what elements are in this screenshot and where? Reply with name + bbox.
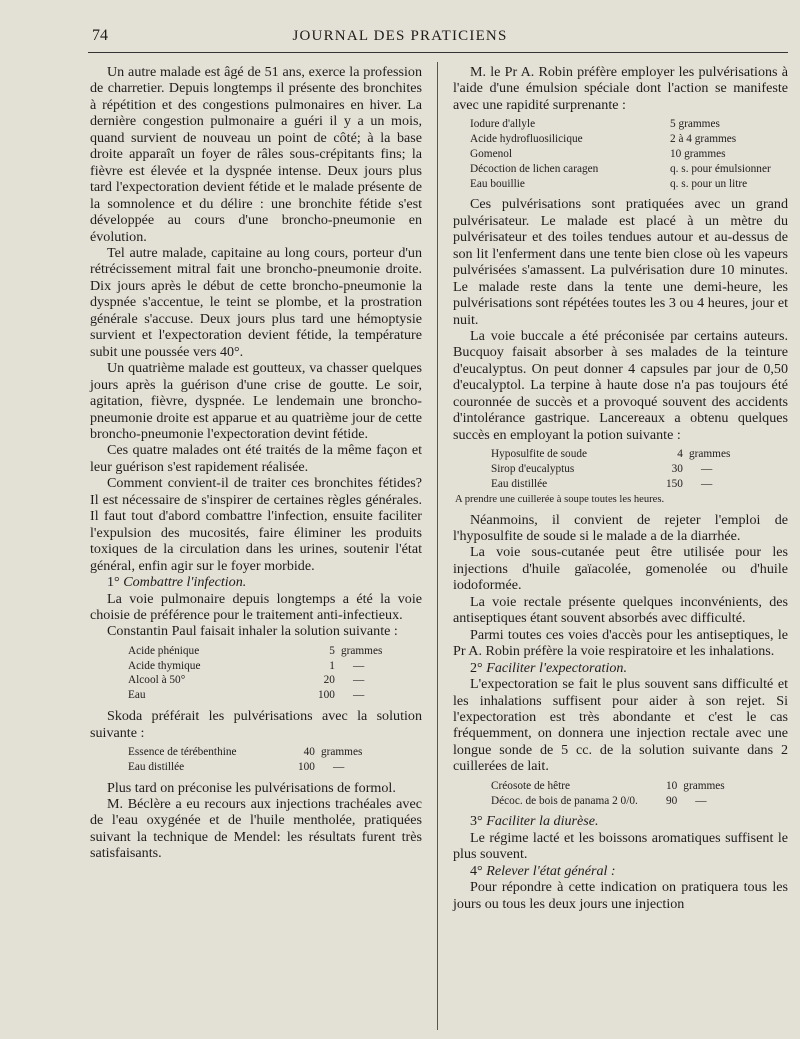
paragraph: Ces pulvérisations sont pratiquées avec un grand pulvérisateur. Le malade est placé à un mètre du pulvérisateur et des toiles tendues autour et au-dessus de son lit l'enferment dans une tente bien close où les vapeurs pulvérisées s'amassent. La pulvérisation dure 10 minutes. Le malade reste dans la tente une demi-heure, les pulvérisations sont répétées toutes les 3 ou 4 heures, jour et nuit. bbox=[453, 196, 788, 328]
ingredient-unit: — bbox=[352, 674, 365, 687]
ingredient-quantity: 2 à 4 grammes bbox=[670, 133, 737, 146]
ingredient-quantity: 30 bbox=[671, 462, 683, 475]
ingredient-unit: — bbox=[700, 477, 713, 490]
ingredient-quantity: q. s. pour un litre bbox=[670, 177, 748, 190]
paragraph: Le régime lacté et les boissons aromatiques suffisent le plus souvent. bbox=[453, 829, 788, 863]
paragraph: Tel autre malade, capitaine au long cours, porteur d'un rétrécissement mitral fait une broncho-pneumonie droite. Dix jours après le début de cette broncho-pneumonie la dyspnée s'accentue, le teint se plombe, et la prostration générale s'accuse. Deux jours plus tard une hémoptysie survient et l'expectoration devient fétide, la température subit une poussée vers 40°. bbox=[90, 244, 422, 360]
paragraph: Parmi toutes ces voies d'accès pour les antiseptiques, le Pr A. Robin préfère la voie respiratoire et les inhalations. bbox=[453, 626, 788, 660]
ingredient-quantity: 10 bbox=[666, 779, 678, 792]
formula-table bbox=[128, 745, 362, 775]
paragraph: M. Béclère a eu recours aux injections trachéales avec de l'eau oxygénée et de l'huile mentholée, pratiquées suivant la technique de Mendel: les résultats furent très satisfaisants. bbox=[90, 796, 422, 862]
ingredient-name: Eau bouillie bbox=[470, 177, 525, 190]
ingredient-quantity: 150 bbox=[666, 477, 683, 490]
formula-row bbox=[491, 462, 730, 477]
ingredient-unit: — bbox=[352, 689, 365, 702]
paragraph: M. le Pr A. Robin préfère employer les pulvérisations à l'aide d'une émulsion spéciale dont l'action se manifeste avec une rapidité surprenante : bbox=[453, 64, 788, 113]
formula-row bbox=[128, 745, 362, 760]
formula-row bbox=[470, 177, 775, 192]
formula-table bbox=[491, 779, 725, 809]
ingredient-quantity: 1 bbox=[329, 659, 335, 672]
ingredient-name: Alcool à 50° bbox=[128, 674, 186, 687]
section-title: Combattre l'infection. bbox=[123, 574, 247, 591]
journal-title: JOURNAL DES PRATICIENS bbox=[292, 28, 508, 44]
section-heading bbox=[90, 574, 422, 590]
ingredient-unit: grammes bbox=[683, 779, 725, 792]
section-number: 4° bbox=[470, 862, 483, 879]
ingredient-quantity: 40 bbox=[303, 745, 315, 758]
paragraph: La voie rectale présente quelques inconvénients, des antiseptiques étant souvent absorbés avec difficulté. bbox=[453, 593, 788, 627]
section-title: Faciliter la diurèse. bbox=[486, 813, 599, 830]
ingredient-name: Essence de térébenthine bbox=[128, 745, 237, 758]
section-title: Faciliter l'expectoration. bbox=[486, 659, 627, 676]
ingredient-name: Iodure d'allyle bbox=[470, 118, 536, 131]
section-number: 1° bbox=[107, 574, 120, 591]
formula-row bbox=[128, 673, 382, 688]
paragraph: Comment convient-il de traiter ces bronchites fétides? Il est nécessaire de s'inspirer de certaines règles générales. Il faut tout d'abord combattre l'infection, ensuite faciliter l'expulsion des mucosités, faire éliminer les produits toxiques de la circulation dans les urines, soutenir l'état général, enfin agir sur le foyer morbide. bbox=[90, 475, 422, 574]
ingredient-quantity: 100 bbox=[318, 689, 335, 702]
ingredient-quantity: 100 bbox=[298, 760, 315, 773]
ingredient-unit: grammes bbox=[320, 745, 363, 758]
formula-row bbox=[128, 760, 362, 775]
paragraph: L'expectoration se fait le plus souvent sans difficulté et les inhalations suffisent pour aider à son rejet. Si l'expectoration est très abondante et c'est le cas fréquemment, on donnera une injection rectale avec une longue sonde de 5 cc. de la solution suivante dans 2 cuillerées de lait. bbox=[453, 676, 788, 775]
paragraph: Pour répondre à cette indication on pratiquera tous les jours ou tous les deux jours une injection bbox=[453, 879, 788, 912]
formula-row bbox=[491, 477, 730, 492]
ingredient-unit: — bbox=[332, 760, 345, 773]
formula-row bbox=[128, 659, 382, 674]
header-rule bbox=[88, 52, 788, 53]
page-number: 74 bbox=[92, 27, 108, 44]
paragraph: Constantin Paul faisait inhaler la solution suivante : bbox=[107, 623, 398, 640]
formula-table bbox=[128, 644, 382, 703]
formula-row bbox=[491, 447, 730, 462]
column-divider bbox=[437, 62, 438, 1030]
formula-table bbox=[491, 447, 730, 491]
paragraph: Néanmoins, il convient de rejeter l'emploi de l'hyposulfite de soude si le malade a de la diarrhée. bbox=[453, 511, 788, 544]
ingredient-unit: — bbox=[695, 794, 707, 807]
ingredient-quantity: 5 grammes bbox=[670, 118, 720, 131]
right-column bbox=[453, 64, 788, 912]
ingredient-name: Créosote de hêtre bbox=[491, 779, 571, 792]
section-number: 3° bbox=[470, 813, 483, 830]
formula-row bbox=[470, 162, 775, 177]
paragraph: Un quatrième malade est goutteux, va chasser quelques jours après la guérison d'une crise de goutte. Le soir, agitation, fièvre, dyspnée. Le lendemain une broncho-pneumonie droite est apparue et au quatrième jour de cette broncho-pneumonie l'expectoration devint fétide. bbox=[90, 360, 422, 442]
formula-row bbox=[470, 147, 775, 162]
ingredient-quantity: 5 bbox=[329, 644, 335, 657]
ingredient-unit: grammes bbox=[340, 644, 383, 657]
ingredient-quantity: q. s. pour émulsionner bbox=[670, 162, 771, 175]
paragraph: La voie buccale a été préconisée par certains auteurs. Bucquoy faisait absorber à ses malades de la teinture d'eucalyptus. On peut donner 4 capsules par jour de 0,50 d'eucalyptol. La terpine à haute dose n'a pas toujours été couronnée de succès et a provoqué souvent des accidents d'intolérance gastrique. Lancereaux a obtenu quelques succès en employant la potion suivante : bbox=[453, 327, 788, 443]
formula-row bbox=[491, 794, 725, 809]
formula-row bbox=[128, 644, 382, 659]
paragraph: Ces quatre malades ont été traités de la même façon et leur guérison s'est rapidement réalisée. bbox=[90, 442, 422, 475]
paragraph: Plus tard on préconise les pulvérisations de formol. bbox=[107, 779, 396, 796]
ingredient-name: Eau bbox=[128, 689, 146, 702]
formula-row bbox=[470, 132, 775, 147]
formula-row bbox=[470, 117, 775, 132]
ingredient-quantity: 10 grammes bbox=[670, 147, 726, 160]
ingredient-quantity: 4 bbox=[677, 448, 683, 461]
ingredient-name: Décoc. de bois de panama 2 0/0. bbox=[491, 794, 638, 807]
paragraph: La voie pulmonaire depuis longtemps a été la voie choisie de préférence pour le traitement anti-infectieux. bbox=[90, 590, 422, 623]
left-column bbox=[90, 64, 422, 862]
paragraph: La voie sous-cutanée peut être utilisée pour les injections d'huile gaïacolée, gomenolée ou d'huile iodoformée. bbox=[453, 544, 788, 594]
ingredient-name: Gomenol bbox=[470, 147, 513, 160]
ingredient-name: Sirop d'eucalyptus bbox=[491, 462, 575, 475]
formula-row bbox=[128, 688, 382, 703]
formula-row bbox=[491, 779, 725, 794]
section-number: 2° bbox=[470, 659, 483, 676]
paragraph: Un autre malade est âgé de 51 ans, exerce la profession de charretier. Depuis longtemps il présente des bronchites à répétition et des congestions pulmonaires en hiver. La dernière congestion pulmonaire a guéri il y a un mois, quand survient de nouveau un point de côté; à la base droite apparaît un foyer de râles sous-crépitants fins; la fièvre est élevée et la dyspnée intense. Deux jours plus tard l'expectoration devient fétide et le malade présente de la somnolence et du délire : une bronchite fétide s'est développée au cours d'une broncho-pneumonie en évolution. bbox=[90, 64, 422, 245]
ingredient-name: Acide phénique bbox=[128, 644, 200, 657]
ingredient-quantity: 20 bbox=[323, 674, 335, 687]
ingredient-name: Eau distillée bbox=[128, 760, 185, 773]
section-title: Relever l'état général : bbox=[486, 862, 616, 879]
formula-table bbox=[470, 117, 775, 191]
ingredient-unit: — bbox=[352, 659, 365, 672]
section-heading bbox=[453, 813, 788, 829]
section-heading bbox=[453, 660, 788, 676]
ingredient-unit: — bbox=[700, 462, 713, 475]
ingredient-name: Décoction de lichen caragen bbox=[470, 162, 599, 175]
section-heading bbox=[453, 863, 788, 879]
dosage-note: A prendre une cuillerée à soupe toutes les heures. bbox=[455, 493, 665, 505]
ingredient-quantity: 90 bbox=[666, 794, 678, 807]
ingredient-name: Eau distillée bbox=[491, 477, 548, 490]
ingredient-name: Hyposulfite de soude bbox=[491, 448, 588, 461]
paragraph: Skoda préférait les pulvérisations avec la solution suivante : bbox=[90, 708, 422, 741]
ingredient-name: Acide thymique bbox=[128, 659, 201, 672]
ingredient-unit: grammes bbox=[688, 448, 731, 461]
ingredient-name: Acide hydrofluosilicique bbox=[470, 133, 583, 146]
page-header bbox=[0, 27, 800, 49]
